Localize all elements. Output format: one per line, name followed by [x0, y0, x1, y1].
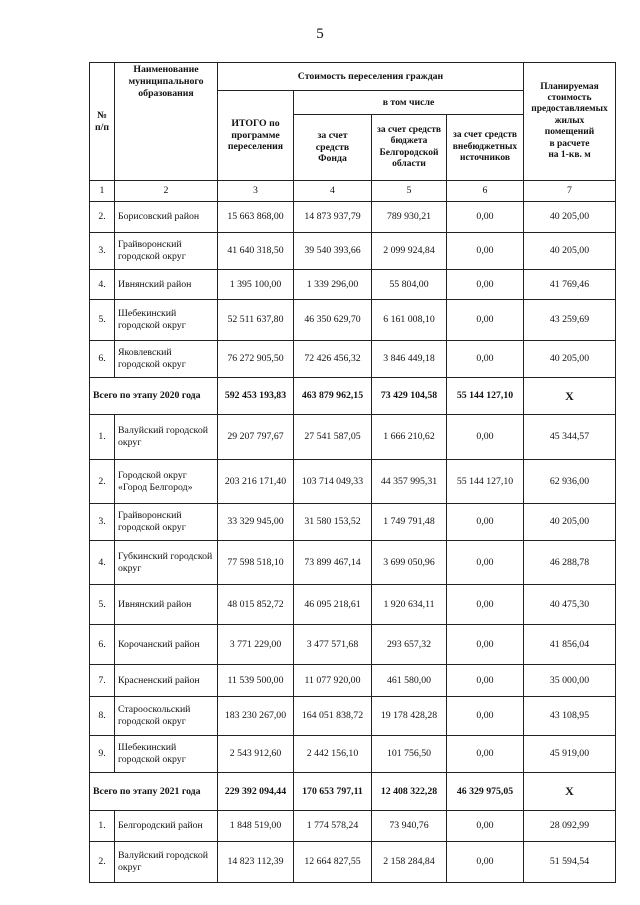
row-number: 3. [90, 504, 115, 541]
row-extra: 0,00 [447, 415, 524, 460]
row-planned: 40 475,30 [524, 585, 616, 625]
row-planned: 51 594,54 [524, 842, 616, 883]
row-number: 7. [90, 665, 115, 697]
row-extra: 55 144 127,10 [447, 460, 524, 504]
row-planned: 40 205,00 [524, 504, 616, 541]
row-fund: 73 899 467,14 [294, 541, 372, 585]
row-region: 1 666 210,62 [372, 415, 447, 460]
table-row [90, 233, 616, 270]
stage-total-label: Всего по этапу 2020 года [90, 378, 218, 415]
row-name: Яковлевский городской округ [115, 341, 218, 378]
row-fund: 72 426 456,32 [294, 341, 372, 378]
header-total: ИТОГО по программе переселения [218, 91, 294, 181]
row-region: 461 580,00 [372, 665, 447, 697]
row-name: Грайворонский городской округ [115, 504, 218, 541]
row-number: 2. [90, 842, 115, 883]
row-extra: 0,00 [447, 842, 524, 883]
table-row [90, 842, 616, 883]
col-number: 7 [524, 181, 616, 202]
table-row [90, 541, 616, 585]
row-name: Старооскольский городской округ [115, 697, 218, 736]
row-region: 1 920 634,11 [372, 585, 447, 625]
row-fund: 2 442 156,10 [294, 736, 372, 773]
row-fund: 11 077 920,00 [294, 665, 372, 697]
row-region: 55 804,00 [372, 270, 447, 300]
row-fund: 27 541 587,05 [294, 415, 372, 460]
col-number: 4 [294, 181, 372, 202]
row-extra: 0,00 [447, 811, 524, 842]
row-number: 1. [90, 415, 115, 460]
row-extra: 0,00 [447, 541, 524, 585]
row-number: 4. [90, 541, 115, 585]
row-region: 293 657,32 [372, 625, 447, 665]
row-extra: 0,00 [447, 300, 524, 341]
row-planned: 62 936,00 [524, 460, 616, 504]
row-number: 5. [90, 585, 115, 625]
row-name: Губкинский городской округ [115, 541, 218, 585]
row-planned: 40 205,00 [524, 202, 616, 233]
stage-total-sum: 229 392 094,44 [218, 773, 294, 811]
col-number: 1 [90, 181, 115, 202]
row-fund: 103 714 049,33 [294, 460, 372, 504]
column-number-row [90, 181, 616, 202]
table-row [90, 341, 616, 378]
stage-total-fund: 170 653 797,11 [294, 773, 372, 811]
row-fund: 14 873 937,79 [294, 202, 372, 233]
row-region: 6 161 008,10 [372, 300, 447, 341]
row-extra: 0,00 [447, 665, 524, 697]
row-region: 2 158 284,84 [372, 842, 447, 883]
table-body [90, 63, 616, 883]
row-total: 14 823 112,39 [218, 842, 294, 883]
stage-total-row [90, 773, 616, 811]
row-extra: 0,00 [447, 625, 524, 665]
col-number: 6 [447, 181, 524, 202]
header-row-1 [90, 63, 616, 91]
row-fund: 46 095 218,61 [294, 585, 372, 625]
row-number: 4. [90, 270, 115, 300]
stage-total-extra: 55 144 127,10 [447, 378, 524, 415]
row-total: 1 848 519,00 [218, 811, 294, 842]
header-num: № п/п [90, 63, 115, 181]
table-row [90, 736, 616, 773]
row-total: 41 640 318,50 [218, 233, 294, 270]
header-region: за счет средств бюджета Белгородской области [372, 115, 447, 181]
row-planned: 41 769,46 [524, 270, 616, 300]
stage-total-planned: Х [524, 378, 616, 415]
row-number: 6. [90, 625, 115, 665]
row-planned: 45 344,57 [524, 415, 616, 460]
row-total: 1 395 100,00 [218, 270, 294, 300]
row-fund: 12 664 827,55 [294, 842, 372, 883]
row-total: 76 272 905,50 [218, 341, 294, 378]
row-fund: 31 580 153,52 [294, 504, 372, 541]
row-planned: 43 259,69 [524, 300, 616, 341]
row-extra: 0,00 [447, 270, 524, 300]
table-row [90, 300, 616, 341]
row-number: 2. [90, 460, 115, 504]
row-total: 52 511 637,80 [218, 300, 294, 341]
header-extra: за счет средств внебюджетных источников [447, 115, 524, 181]
row-name: Борисовский район [115, 202, 218, 233]
stage-total-extra: 46 329 975,05 [447, 773, 524, 811]
row-fund: 46 350 629,70 [294, 300, 372, 341]
row-number: 9. [90, 736, 115, 773]
table-row [90, 697, 616, 736]
table-row [90, 585, 616, 625]
row-total: 3 771 229,00 [218, 625, 294, 665]
stage-total-planned: Х [524, 773, 616, 811]
row-extra: 0,00 [447, 585, 524, 625]
row-region: 19 178 428,28 [372, 697, 447, 736]
row-total: 15 663 868,00 [218, 202, 294, 233]
row-fund: 3 477 571,68 [294, 625, 372, 665]
table-row [90, 504, 616, 541]
row-number: 6. [90, 341, 115, 378]
row-fund: 164 051 838,72 [294, 697, 372, 736]
row-name: Белгородский район [115, 811, 218, 842]
row-total: 48 015 852,72 [218, 585, 294, 625]
row-name: Ивнянский район [115, 585, 218, 625]
row-fund: 1 339 296,00 [294, 270, 372, 300]
table-row [90, 270, 616, 300]
header-cost: Стоимость переселения граждан [218, 63, 524, 91]
header-including: в том числе [294, 91, 524, 115]
table-row [90, 625, 616, 665]
row-total: 77 598 518,10 [218, 541, 294, 585]
row-region: 3 846 449,18 [372, 341, 447, 378]
row-region: 44 357 995,31 [372, 460, 447, 504]
row-planned: 35 000,00 [524, 665, 616, 697]
row-name: Городской округ «Город Белгород» [115, 460, 218, 504]
header-fund: за счет средств Фонда [294, 115, 372, 181]
row-region: 1 749 791,48 [372, 504, 447, 541]
row-total: 11 539 500,00 [218, 665, 294, 697]
row-planned: 41 856,04 [524, 625, 616, 665]
row-name: Валуйский городской округ [115, 415, 218, 460]
row-extra: 0,00 [447, 233, 524, 270]
row-name: Корочанский район [115, 625, 218, 665]
row-planned: 43 108,95 [524, 697, 616, 736]
row-total: 33 329 945,00 [218, 504, 294, 541]
stage-total-label: Всего по этапу 2021 года [90, 773, 218, 811]
row-planned: 45 919,00 [524, 736, 616, 773]
table-row [90, 415, 616, 460]
row-region: 2 099 924,84 [372, 233, 447, 270]
row-number: 5. [90, 300, 115, 341]
row-number: 8. [90, 697, 115, 736]
row-total: 29 207 797,67 [218, 415, 294, 460]
row-name: Ивнянский район [115, 270, 218, 300]
header-planned: Планируемая стоимость предоставляемых жилых помещений в расчете на 1-кв. м [524, 63, 616, 181]
row-extra: 0,00 [447, 697, 524, 736]
row-extra: 0,00 [447, 504, 524, 541]
stage-total-region: 12 408 322,28 [372, 773, 447, 811]
row-region: 73 940,76 [372, 811, 447, 842]
row-planned: 46 288,78 [524, 541, 616, 585]
row-number: 2. [90, 202, 115, 233]
stage-total-fund: 463 879 962,15 [294, 378, 372, 415]
row-planned: 40 205,00 [524, 233, 616, 270]
row-region: 101 756,50 [372, 736, 447, 773]
row-fund: 39 540 393,66 [294, 233, 372, 270]
row-number: 1. [90, 811, 115, 842]
resettlement-cost-table [89, 62, 616, 883]
row-name: Грайворонский городской округ [115, 233, 218, 270]
row-region: 3 699 050,96 [372, 541, 447, 585]
table-row [90, 665, 616, 697]
stage-total-sum: 592 453 193,83 [218, 378, 294, 415]
row-extra: 0,00 [447, 202, 524, 233]
row-total: 2 543 912,60 [218, 736, 294, 773]
row-number: 3. [90, 233, 115, 270]
row-total: 183 230 267,00 [218, 697, 294, 736]
row-extra: 0,00 [447, 341, 524, 378]
header-name: Наименование муниципального образования [115, 63, 218, 181]
row-extra: 0,00 [447, 736, 524, 773]
table-row [90, 811, 616, 842]
col-number: 2 [115, 181, 218, 202]
table-row [90, 202, 616, 233]
row-name: Шебекинский городской округ [115, 736, 218, 773]
row-total: 203 216 171,40 [218, 460, 294, 504]
col-number: 3 [218, 181, 294, 202]
row-region: 789 930,21 [372, 202, 447, 233]
page-number: 5 [316, 26, 324, 42]
row-fund: 1 774 578,24 [294, 811, 372, 842]
col-number: 5 [372, 181, 447, 202]
stage-total-region: 73 429 104,58 [372, 378, 447, 415]
stage-total-row [90, 378, 616, 415]
row-name: Шебекинский городской округ [115, 300, 218, 341]
table-row [90, 460, 616, 504]
row-name: Красненский район [115, 665, 218, 697]
row-name: Валуйский городской округ [115, 842, 218, 883]
row-planned: 28 092,99 [524, 811, 616, 842]
row-planned: 40 205,00 [524, 341, 616, 378]
